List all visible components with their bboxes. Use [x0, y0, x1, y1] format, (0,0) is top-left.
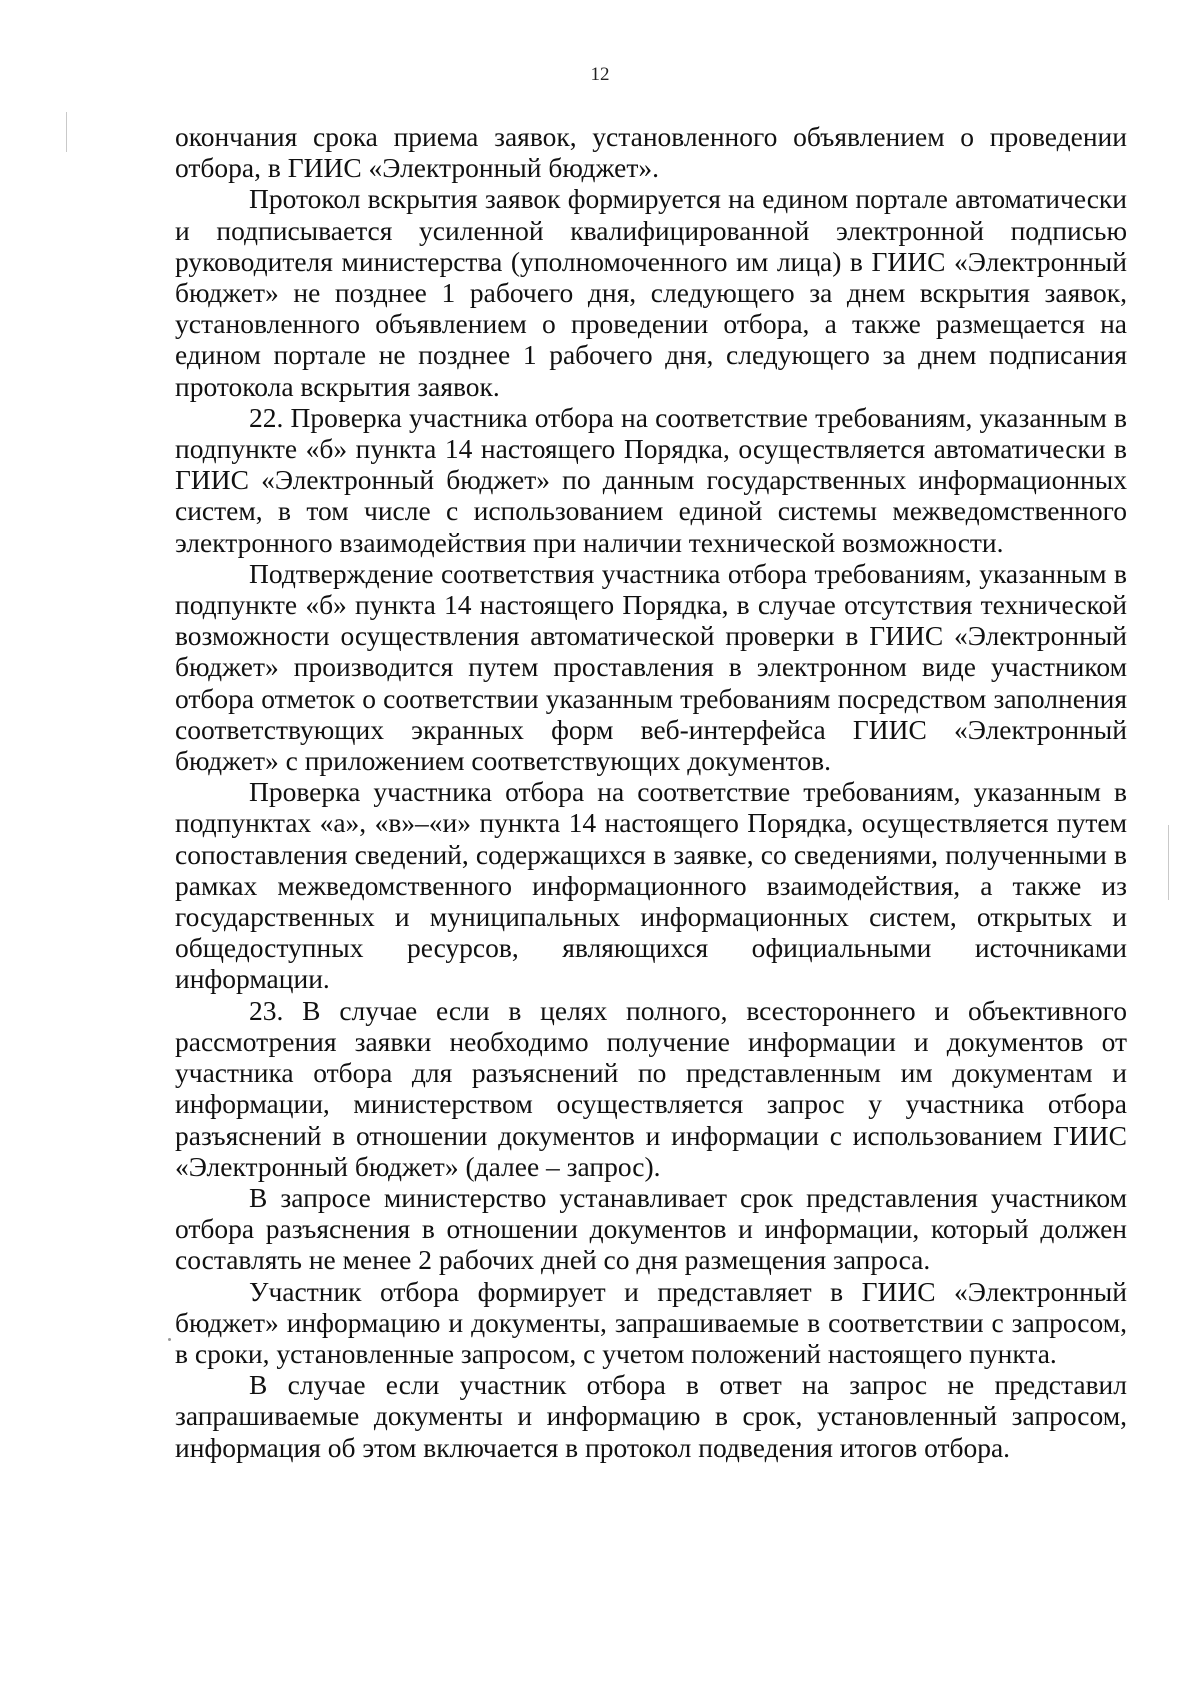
paragraph-item-23: 23. В случае если в целях полного, всестороннего и объективного рассмотрения заявки необходимо получение информации и документов от участника отбора для разъяснений по представленным им документам и информации, министерством осуществляется запрос у участника отбора разъяснений в отношении документов и информации с использованием ГИИС «Электронный бюджет» (далее – запрос). [175, 994, 1127, 1182]
paragraph-verification: Проверка участника отбора на соответствие требованиям, указанным в подпунктах «а», «в»–«и» пункта 14 настоящего Порядка, осуществляется путем сопоставления сведений, содержащихся в заявке, со сведениями, полученными в рамках межведомственного информационного взаимодействия, а также из государственных и муниципальных информационных систем, открытых и общедоступных ресурсов, являющихся официальными источниками информации. [175, 776, 1127, 995]
document-body [175, 121, 1127, 1463]
paragraph-item-22: 22. Проверка участника отбора на соответствие требованиям, указанным в подпункте «б» пункта 14 настоящего Порядка, осуществляется автоматически в ГИИС «Электронный бюджет» по данным государственных информационных систем, в том числе с использованием единой системы межведомственного электронного взаимодействия при наличии технической возможности. [175, 401, 1127, 558]
paragraph-opening-protocol: Протокол вскрытия заявок формируется на едином портале автоматически и подписывается усиленной квалифицированной электронной подписью руководителя министерства (уполномоченного им лица) в ГИИС «Электронный бюджет» не позднее 1 рабочего дня, следующего за днем вскрытия заявок, установленного объявлением о проведении отбора, а также размещается на едином портале не позднее 1 рабочего дня, следующего за днем подписания протокола вскрытия заявок. [175, 183, 1127, 402]
paragraph-confirmation: Подтверждение соответствия участника отбора требованиям, указанным в подпункте «б» пункта 14 настоящего Порядка, в случае отсутствия технической возможности осуществления автоматической проверки в ГИИС «Электронный бюджет» производится путем проставления в электронном виде участником отбора отметок о соответствии указанным требованиям посредством заполнения соответствующих экранных форм веб-интерфейса ГИИС «Электронный бюджет» с приложением соответствующих документов. [175, 557, 1127, 777]
scan-artifact-dot [168, 1338, 171, 1341]
paragraph-no-response: В случае если участник отбора в ответ на запрос не представил запрашиваемые документы и информацию в срок, установленный запросом, информация об этом включается в протокол подведения итогов отбора. [175, 1369, 1127, 1463]
page-number: 12 [590, 64, 610, 85]
paragraph-participant-response: Участник отбора формирует и представляет в ГИИС «Электронный бюджет» информацию и документы, запрашиваемые в соответствии с запросом, в сроки, установленные запросом, с учетом положений настоящего пункта. [175, 1275, 1127, 1369]
paragraph-continuation: окончания срока приема заявок, установленного объявлением о проведении отбора, в ГИИС «Электронный бюджет». [175, 121, 1127, 184]
scan-artifact-right [1168, 825, 1169, 900]
scan-artifact-left [66, 112, 67, 152]
paragraph-request-deadline: В запросе министерство устанавливает срок представления участником отбора разъяснения в отношении документов и информации, который должен составлять не менее 2 рабочих дней со дня размещения запроса. [175, 1181, 1127, 1276]
